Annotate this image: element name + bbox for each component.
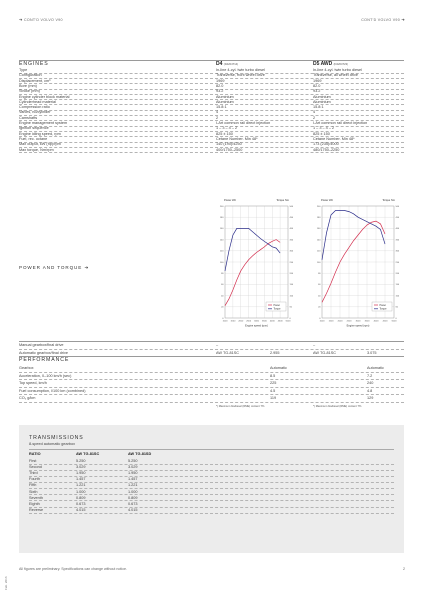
y2-tick-label: 50 <box>289 306 292 309</box>
d5-spec-value: 1969 <box>313 78 322 83</box>
section-rule <box>29 449 394 450</box>
x-tick-label: 4500 <box>277 320 283 323</box>
y-tick-label: 120 <box>316 250 321 253</box>
y-tick-label: 200 <box>316 205 321 208</box>
tg81sd-ratio: 4.015 <box>128 507 138 512</box>
y2-tick-label: 0 <box>289 317 291 320</box>
performance-label: Acceleration, 0–100 km/h (sec) <box>19 373 72 378</box>
x-tick-label: 1500 <box>328 320 334 323</box>
y2-tick-label: 300 <box>289 250 294 253</box>
d5-performance-value: 240 <box>367 381 374 386</box>
y-tick-label: 0 <box>319 317 321 320</box>
y2-tick-label: 400 <box>289 228 294 231</box>
d4-spec-value: 82.0 <box>216 83 224 88</box>
y-tick-label: 0 <box>222 317 224 320</box>
x-axis-label: Engine speed (rpm) <box>346 324 370 328</box>
engine-spec-label: Max output, kW (hp)/rpm <box>19 142 61 147</box>
d4-performance-value: 225 <box>270 381 277 386</box>
d4-manual: – <box>216 343 219 347</box>
tg81sc-header: AW TG-81SC <box>76 452 100 456</box>
x-tick-label: 3000 <box>254 320 259 323</box>
d5-spec-value: 1 – 3 – 4 – 2 <box>313 126 335 131</box>
tg81sc-ratio: 1.221 <box>76 483 86 488</box>
legend-label: Power <box>379 304 387 307</box>
performance-label: Fuel consumption, l/100 km (combined) <box>19 388 86 393</box>
y-tick-label: 60 <box>221 284 224 287</box>
engine-spec-label: Valves, no/cylinder <box>19 110 51 115</box>
d5-auto-box: AW TG-81SC <box>313 351 336 355</box>
engine-spec-label: Engine management system <box>19 121 68 125</box>
tg81sd-header: AW TG-81SD <box>128 452 152 456</box>
engine-spec-label: Displacement, cm³ <box>19 78 51 83</box>
gear-label: Reverse <box>29 507 44 512</box>
row-divider <box>19 147 404 148</box>
x-tick-label: 2000 <box>337 320 343 323</box>
engine-spec-label: Configuration <box>19 73 42 78</box>
d5-spec-value: 93.2 <box>313 89 321 94</box>
section-rule <box>19 341 404 342</box>
x-tick-label: 4000 <box>373 320 379 323</box>
gear-label: Third <box>29 471 38 476</box>
d4-spec-value: 93.2 <box>216 89 224 94</box>
y-tick-label: 180 <box>316 217 321 219</box>
row-divider <box>19 387 404 388</box>
header-right: CONT'D VOLVO V90 ➔ <box>361 17 405 22</box>
gear-label: Eighth <box>29 501 40 506</box>
d5-performance-value: 4.8 <box>367 388 373 393</box>
d5-spec-value: Transverse, all wheel drive <box>313 73 359 78</box>
d5-spec-value: 15.8:1 <box>313 105 324 110</box>
d5-note: *) Maximum biodiesel (RME) content 7% <box>313 405 362 408</box>
d4-spec-value: 1969 <box>216 78 225 83</box>
d5-spec-value: In-line 4-cyl. twin turbo diesel <box>313 68 362 72</box>
series-line-power <box>322 221 385 302</box>
engines-title: ENGINES <box>19 61 49 67</box>
d4-performance-value: 4.5 <box>270 388 276 393</box>
d5-performance-value: 7.2 <box>367 373 373 378</box>
legend-label: Power <box>273 304 281 307</box>
d4-auto-box: AW TG-81SC <box>216 351 239 355</box>
d4-spec-value: 15.8:1 <box>216 105 227 110</box>
x-tick-label: 4000 <box>269 320 275 323</box>
row-divider <box>19 131 404 132</box>
x-tick-label: 1000 <box>319 320 325 323</box>
x-tick-label: 2500 <box>346 320 352 323</box>
row-divider <box>19 104 404 105</box>
arrow-icon: ➔ <box>84 265 90 270</box>
x-tick-label: 2500 <box>246 320 252 323</box>
y2-tick-label: 400 <box>395 228 400 231</box>
engine-col-d4: D4 (D4204T14) <box>216 61 239 67</box>
x-axis-label: Engine speed (rpm) <box>245 324 268 328</box>
arrow-icon: ➔ <box>19 17 23 22</box>
x-tick-label: 3500 <box>364 320 370 323</box>
y-tick-label: 80 <box>221 273 224 275</box>
gear-label: Seventh <box>29 495 43 500</box>
row-divider <box>19 349 404 350</box>
engine-spec-label: Fuel, rec. octane <box>19 136 48 141</box>
x-tick-label: 2000 <box>238 320 244 323</box>
row-divider <box>19 394 404 395</box>
tg81sd-ratio: 1.000 <box>128 489 138 494</box>
tg81sd-ratio: 1.950 <box>128 471 138 476</box>
gear-label: Fifth <box>29 483 37 488</box>
row-divider <box>19 152 404 153</box>
x-tick-label: 1000 <box>222 320 228 323</box>
d5-spec-value: 173 (235)/4000 <box>313 142 339 147</box>
y-axis-label: Power kW <box>321 199 333 202</box>
x-tick-label: 5000 <box>285 320 291 323</box>
engine-spec-label: Cylinderhead material <box>19 99 56 104</box>
y2-tick-label: 50 <box>395 306 398 309</box>
x-tick-label: 3000 <box>355 320 361 323</box>
row-divider <box>29 513 394 514</box>
y2-axis-label: Torque Nm <box>382 199 395 202</box>
y-tick-label: 180 <box>219 217 224 219</box>
row-divider <box>19 379 404 380</box>
header-left: ➔ CONT'D VOLVO V90 <box>19 17 63 22</box>
d4-note: *) Maximum biodiesel (RME) content 7% <box>216 405 265 408</box>
d4-performance-value: Automatic <box>270 366 287 370</box>
d4-spec-value: Aluminium <box>216 99 234 104</box>
tg81sd-ratio: 0.673 <box>128 501 138 506</box>
footer-note: All figures are preliminary. Specifications can change without notice. <box>19 567 127 571</box>
y2-axis-label: Torque Nm <box>276 199 289 202</box>
page-number: 2 <box>403 567 405 571</box>
x-tick-label: 1500 <box>230 320 236 323</box>
engine-spec-label: Engine cylinder block material <box>19 94 70 99</box>
engine-spec-label: Type <box>19 68 28 72</box>
manual-gearbox-label: Manual gearbox/final drive <box>19 343 64 347</box>
y2-tick-label: 150 <box>289 284 294 287</box>
y-tick-label: 80 <box>318 273 321 275</box>
engine-spec-label: Max torque, Nm/rpm <box>19 147 54 152</box>
d5-spec-value: Cetane Number. Min 48* <box>313 136 355 141</box>
transmissions-panel <box>19 425 404 553</box>
y2-tick-label: 100 <box>395 295 400 298</box>
row-divider <box>19 115 404 116</box>
d5-spec-value: 4 <box>313 110 316 115</box>
d5-spec-value: Aluminium <box>313 99 331 104</box>
legend-label: Torque <box>273 308 281 311</box>
performance-label: CO₂ g/km <box>19 396 36 401</box>
power-torque-chart-d4 <box>215 193 298 340</box>
tg81sd-ratio: 0.809 <box>128 495 138 500</box>
transmissions-subtitle: 8-speed automatic gearbox <box>29 442 76 446</box>
ratio-header: RATIO <box>29 452 41 456</box>
y2-tick-label: 500 <box>289 205 294 208</box>
x-tick-label: 3500 <box>261 320 267 323</box>
d5-auto-ratio: 3.075 <box>367 351 377 355</box>
y-tick-label: 100 <box>316 261 321 264</box>
d5-spec-value: 82.0 <box>313 83 321 88</box>
d4-spec-value: Transverse, front wheel drive <box>216 73 265 78</box>
d4-performance-value: 119 <box>270 396 277 401</box>
y2-tick-label: 500 <box>395 205 400 208</box>
tg81sd-ratio: 3.029 <box>128 465 138 470</box>
tg81sc-ratio: 1.000 <box>76 489 86 494</box>
y2-tick-label: 300 <box>395 250 400 253</box>
d5-performance-value: 129 <box>367 396 374 401</box>
y2-tick-label: 250 <box>289 261 294 264</box>
series-line-torque <box>322 210 385 259</box>
d4-spec-value: 400/1750–2500 <box>216 147 243 152</box>
tg81sd-ratio: 1.221 <box>128 483 138 488</box>
y-tick-label: 20 <box>221 306 224 309</box>
y2-tick-label: 350 <box>395 239 400 242</box>
gear-label: Sixth <box>29 489 38 494</box>
d4-spec-value: 2 <box>216 115 219 120</box>
engine-spec-label: Bore (mm) <box>19 83 37 88</box>
y2-tick-label: 450 <box>395 217 400 219</box>
y-tick-label: 140 <box>316 239 321 242</box>
y-tick-label: 60 <box>318 284 321 287</box>
engine-spec-label: Ignition sequence <box>19 126 49 131</box>
performance-label: Gearbox <box>19 366 34 370</box>
d4-spec-value: Cetane Number. Min 48* <box>216 136 258 141</box>
tg81sd-ratio: 1.457 <box>128 477 138 482</box>
performance-title: PERFORMANCE <box>19 357 70 363</box>
gear-label: Fourth <box>29 477 40 482</box>
transmissions-title: TRANSMISSIONS <box>29 435 84 441</box>
engine-spec-label: Camshafts <box>19 115 38 120</box>
y-tick-label: 160 <box>219 228 224 231</box>
tg81sd-ratio: 5.250 <box>128 459 138 463</box>
engine-spec-label: Stroke (mm) <box>19 89 40 94</box>
row-divider <box>19 372 404 373</box>
side-date: Feb. 2016 <box>4 576 8 590</box>
y-tick-label: 40 <box>318 295 321 298</box>
d5-spec-value: 825 ± 150 <box>313 131 330 136</box>
row-divider <box>19 126 404 127</box>
d4-spec-value: In-line 4-cyl. twin turbo diesel <box>216 68 265 72</box>
y2-tick-label: 200 <box>289 273 294 275</box>
d4-spec-value: 1 – 3 – 4 – 2 <box>216 126 238 131</box>
y-tick-label: 120 <box>219 250 224 253</box>
automatic-gearbox-label: Automatic gearbox/final drive <box>19 351 68 355</box>
performance-label: Top speed, km/h <box>19 381 47 386</box>
y-tick-label: 40 <box>221 295 224 298</box>
d4-spec-value: 4 <box>216 110 219 115</box>
tg81sc-ratio: 5.250 <box>76 459 86 463</box>
y-tick-label: 140 <box>219 239 224 242</box>
row-divider <box>19 78 404 79</box>
tg81sc-ratio: 0.809 <box>76 495 86 500</box>
section-rule <box>19 356 404 357</box>
engine-spec-label: Engine idling speed, rpm <box>19 131 61 136</box>
d5-spec-value: I-Art common rail direct injection <box>313 121 368 125</box>
row-divider <box>19 94 404 95</box>
row-divider <box>19 83 404 84</box>
d5-manual: – <box>313 343 316 347</box>
tg81sc-ratio: 0.673 <box>76 501 86 506</box>
arrow-icon: ➔ <box>401 17 405 22</box>
row-divider <box>19 99 404 100</box>
row-divider <box>19 89 404 90</box>
d5-performance-value: Automatic <box>367 366 384 370</box>
x-tick-label: 4500 <box>382 320 388 323</box>
tg81sc-ratio: 4.015 <box>76 507 86 512</box>
y-axis-label: Power kW <box>224 199 236 202</box>
series-line-power <box>225 240 280 306</box>
y-tick-label: 200 <box>219 205 224 208</box>
d5-spec-value: 2 <box>313 115 316 120</box>
power-torque-chart-d5 <box>312 193 404 340</box>
y2-tick-label: 0 <box>395 317 397 320</box>
d4-spec-value: 140 (190)/4250 <box>216 142 242 147</box>
d5-spec-value: Aluminium <box>313 94 331 99</box>
row-divider <box>19 110 404 111</box>
tg81sc-ratio: 3.029 <box>76 465 86 470</box>
d4-auto-ratio: 2.955 <box>270 351 280 355</box>
row-divider <box>19 142 404 143</box>
y2-tick-label: 250 <box>395 261 400 264</box>
power-torque-heading: POWER AND TORQUE ➔ <box>19 265 90 270</box>
y-tick-label: 100 <box>219 261 224 264</box>
legend-label: Torque <box>379 308 387 311</box>
y-tick-label: 20 <box>318 306 321 309</box>
y-tick-label: 160 <box>316 228 321 231</box>
d4-performance-value: 8.5 <box>270 373 276 378</box>
d5-spec-value: 480/1750–2250 <box>313 147 340 152</box>
d4-spec-value: Aluminium <box>216 94 234 99</box>
series-line-torque <box>225 228 280 271</box>
tg81sc-ratio: 1.950 <box>76 471 86 476</box>
engine-spec-label: Compression ratio <box>19 105 50 110</box>
gear-label: Second <box>29 465 42 470</box>
gear-label: First <box>29 459 37 463</box>
y2-tick-label: 100 <box>289 295 294 298</box>
x-tick-label: 5000 <box>391 320 397 323</box>
d4-spec-value: I-Art common rail direct injection <box>216 121 271 125</box>
y2-tick-label: 150 <box>395 284 400 287</box>
y2-tick-label: 200 <box>395 273 400 275</box>
y2-tick-label: 450 <box>289 217 294 219</box>
d4-spec-value: 825 ± 150 <box>216 131 233 136</box>
row-divider <box>19 402 404 403</box>
engine-col-d5: D5 AWD (D4204T23) <box>313 61 348 67</box>
y2-tick-label: 350 <box>289 239 294 242</box>
tg81sc-ratio: 1.457 <box>76 477 86 482</box>
